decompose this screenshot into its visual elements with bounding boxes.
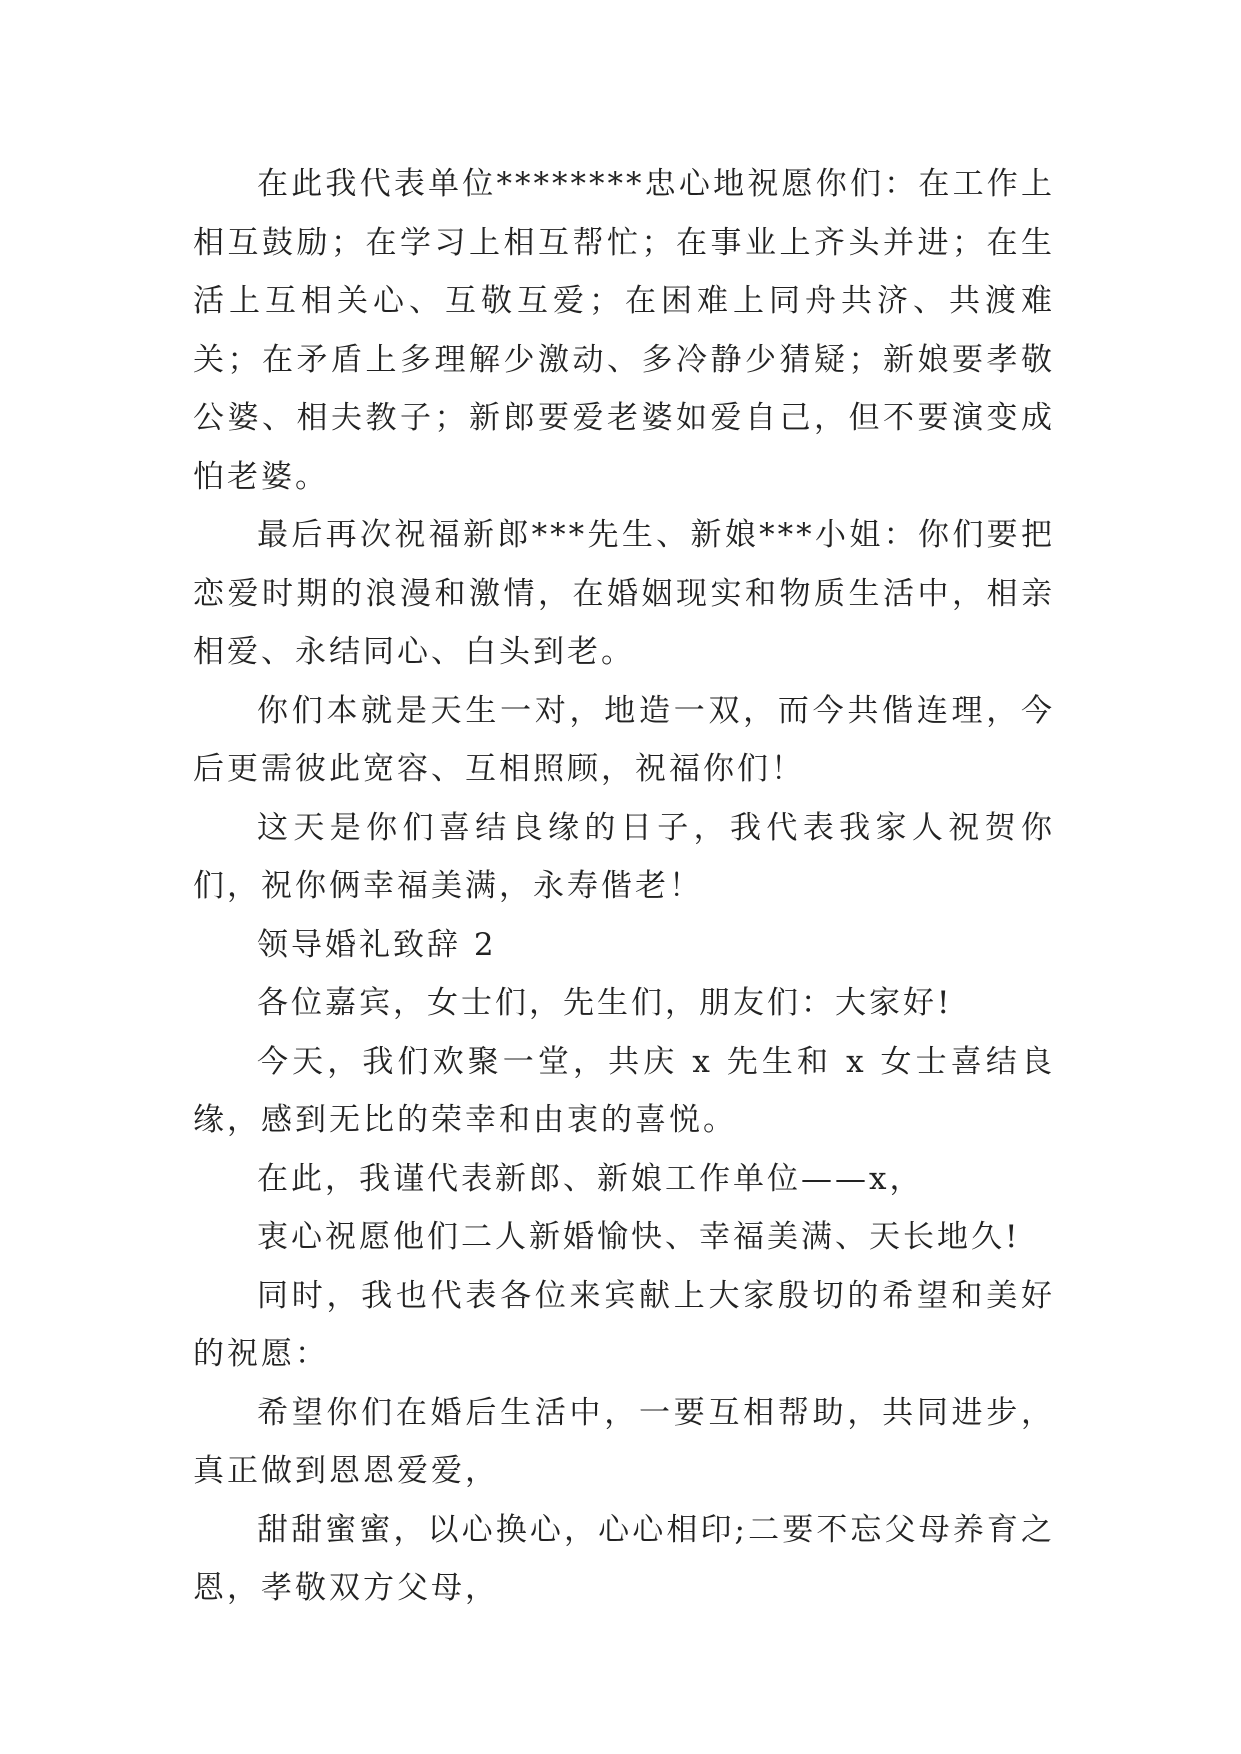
paragraph-guests-hopes: 同时，我也代表各位来宾献上大家殷切的希望和美好的祝愿： bbox=[193, 1277, 1055, 1372]
paragraph-on-behalf: 在此，我谨代表新郎、新娘工作单位——x， bbox=[257, 1160, 924, 1197]
paragraph-perfect-match: 你们本就是天生一对，地造一双，而今共偕连理，今后更需彼此宽容、互相照顾，祝福你们！ bbox=[193, 692, 1055, 787]
document-body bbox=[193, 155, 1055, 1618]
paragraph-wish: 衷心祝愿他们二人新婚愉快、幸福美满、天长地久! bbox=[257, 1219, 1021, 1255]
paragraph-blessing-work-life: 在此我代表单位********忠心地祝愿你们：在工作上相互鼓励；在学习上相互帮忙；在事业上齐头并进；在生活上互相关心、互敬互爱；在困难上同舟共济、共渡难关；在矛盾上多理解少激动、多冷静少猜疑；新娘要孝敬公婆、相夫教子；新郎要爱老婆如爱自己，但不要演变成怕老婆。 bbox=[193, 166, 1055, 495]
paragraph-hope-parents: 甜甜蜜蜜，以心换心，心心相印;二要不忘父母养育之恩，孝敬双方父母， bbox=[193, 1511, 1055, 1606]
paragraph-greeting: 各位嘉宾，女士们，先生们，朋友们：大家好! bbox=[257, 985, 953, 1021]
paragraph-family-congratulations: 这天是你们喜结良缘的日子，我代表我家人祝贺你们，祝你俩幸福美满，永寿偕老！ bbox=[193, 809, 1055, 904]
section-heading: 领导婚礼致辞 2 bbox=[257, 926, 497, 963]
paragraph-final-blessing: 最后再次祝福新郎***先生、新娘***小姐：你们要把恋爱时期的浪漫和激情，在婚姻现实和物质生活中，相亲相爱、永结同心、白头到老。 bbox=[193, 517, 1055, 670]
paragraph-gathering: 今天，我们欢聚一堂，共庆 x 先生和 x 女士喜结良缘，感到无比的荣幸和由衷的喜悦。 bbox=[193, 1043, 1055, 1138]
paragraph-hope-help: 希望你们在婚后生活中，一要互相帮助，共同进步，真正做到恩恩爱爱， bbox=[193, 1394, 1055, 1489]
